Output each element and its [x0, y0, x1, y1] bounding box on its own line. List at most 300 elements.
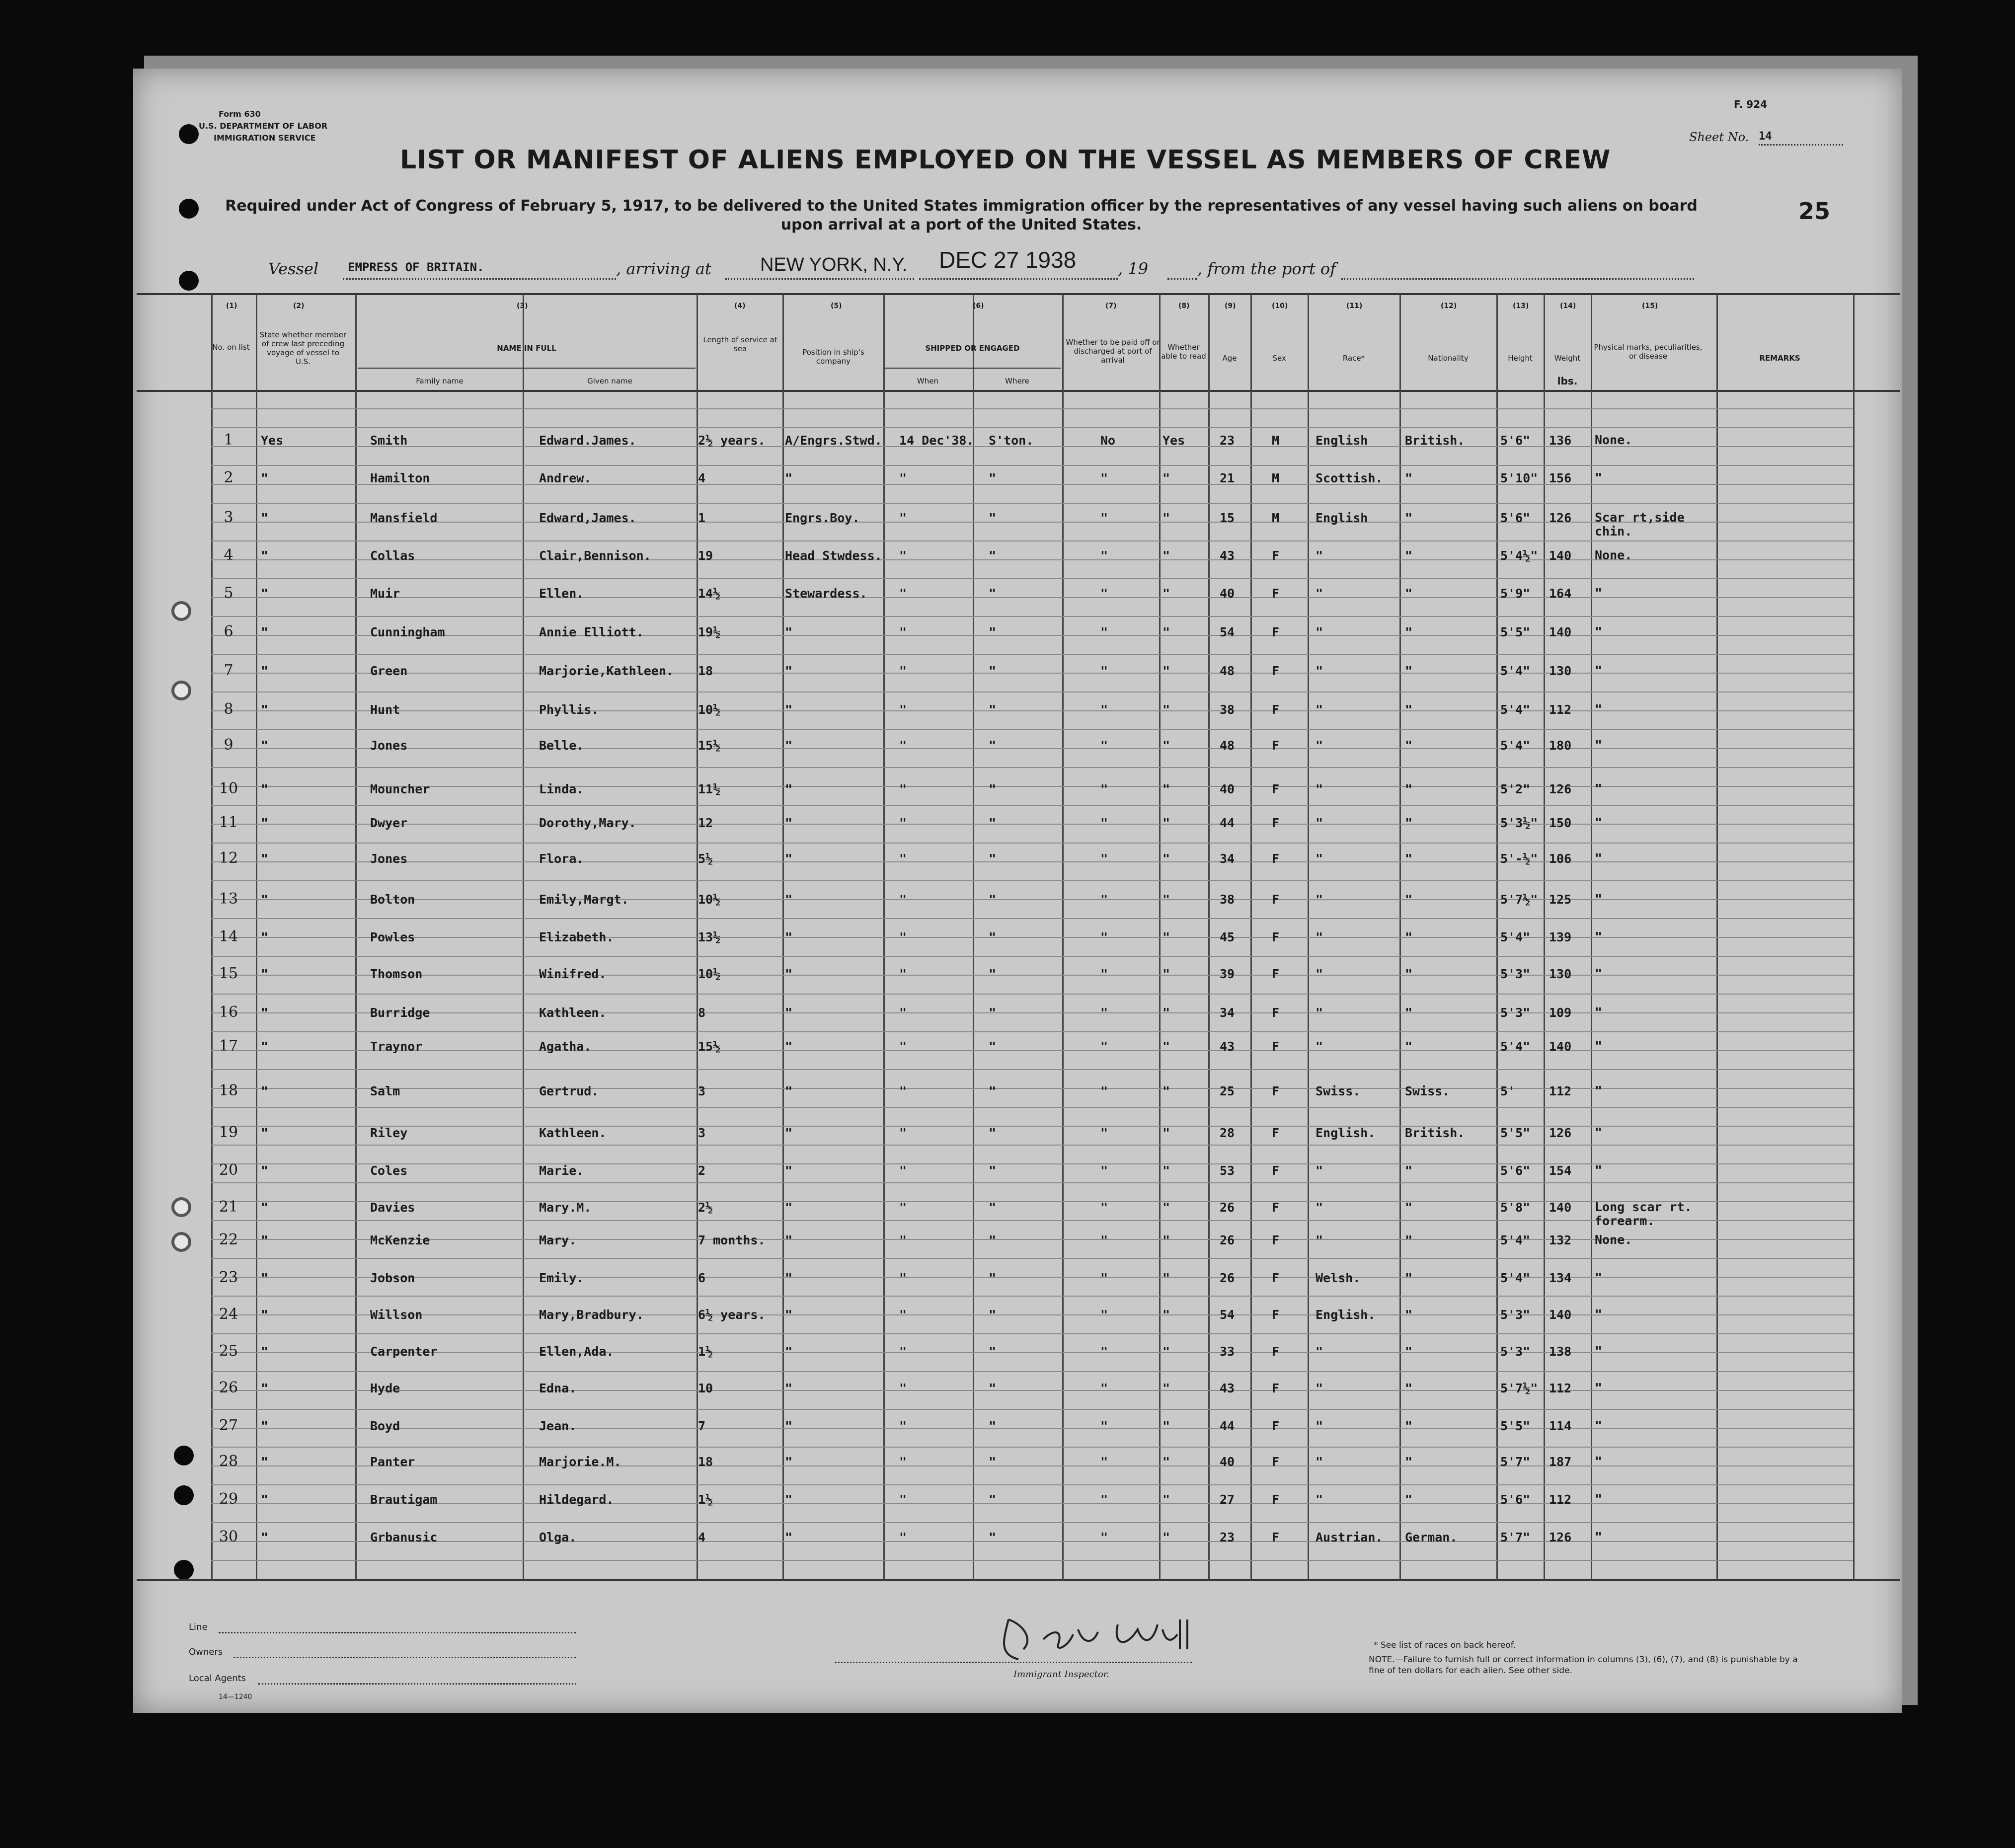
- cell-height: 5': [1500, 1084, 1516, 1098]
- cell-prev: ": [261, 1200, 269, 1215]
- cell-prev: ": [261, 1271, 269, 1285]
- cell-family: Collas: [370, 548, 415, 563]
- row-rule: [211, 880, 1853, 881]
- cell-marks: None.: [1595, 433, 1632, 447]
- cell-position: ": [785, 1455, 793, 1469]
- cell-race: ": [1316, 1200, 1323, 1215]
- vessel-name: EMPRESS OF BRITAIN.: [348, 260, 484, 274]
- cell-read: ": [1162, 1126, 1170, 1140]
- cell-where: ": [989, 782, 997, 796]
- cell-prev: Yes: [261, 433, 284, 448]
- row-rule: [211, 1447, 1853, 1448]
- cell-where: ": [989, 1344, 997, 1359]
- cell-race: ": [1316, 625, 1323, 639]
- binder-hole: [174, 1485, 194, 1505]
- col-family-name-header: Family name: [416, 377, 464, 385]
- cell-marks: None.: [1595, 1232, 1632, 1247]
- cell-read: ": [1162, 471, 1170, 485]
- cell-sex: F: [1272, 1084, 1280, 1098]
- cell-race: Welsh.: [1316, 1271, 1361, 1285]
- cell-where: ": [989, 1271, 997, 1285]
- cell-height: 5'7½": [1500, 892, 1538, 907]
- page-subtitle: Required under Act of Congress of February 5, 1917, to be delivered to the United States immigration officer by the representatives of any vessel having such aliens on board upon arrival at a port of the United States.: [225, 197, 1698, 233]
- cell-read: ": [1162, 1344, 1170, 1359]
- cell-when: 14 Dec'38.: [899, 433, 974, 448]
- cell-service: 2½: [698, 1200, 713, 1215]
- cell-read: ": [1162, 1200, 1170, 1215]
- cell-nat: ": [1405, 782, 1413, 796]
- cell-given: Belle.: [539, 738, 584, 753]
- column-number: (8): [1178, 302, 1190, 310]
- form-code: F. 924: [1734, 98, 1768, 110]
- cell-where: ": [989, 738, 997, 753]
- cell-prev: ": [261, 1381, 269, 1395]
- row-rule: [211, 1031, 1853, 1032]
- cell-read: ": [1162, 1381, 1170, 1395]
- col-name-header: NAME IN FULL: [497, 344, 556, 353]
- cell-marks: ": [1595, 929, 1603, 944]
- cell-given: Marie.: [539, 1163, 584, 1178]
- cell-when: ": [899, 1233, 907, 1247]
- cell-prev: ": [261, 967, 269, 981]
- cell-age: 44: [1220, 1419, 1235, 1433]
- column-number: (11): [1346, 302, 1363, 310]
- cell-position: ": [785, 1344, 793, 1359]
- cell-race: ": [1316, 1163, 1323, 1178]
- cell-given: Ellen.: [539, 586, 584, 601]
- cell-given: Dorothy,Mary.: [539, 816, 636, 830]
- cell-when: ": [899, 1005, 907, 1020]
- cell-nat: ": [1405, 586, 1413, 601]
- cell-service: 5½: [698, 851, 713, 866]
- cell-family: Bolton: [370, 892, 415, 907]
- cell-sex: F: [1272, 782, 1280, 796]
- cell-age: 28: [1220, 1126, 1235, 1140]
- row-number: 11: [219, 814, 238, 831]
- cell-given: Edward,James.: [539, 511, 636, 525]
- cell-where: ": [989, 892, 997, 907]
- cell-paid: ": [1100, 1308, 1108, 1322]
- cell-position: ": [785, 930, 793, 944]
- cell-age: 39: [1220, 967, 1235, 981]
- cell-race: ": [1316, 586, 1323, 601]
- row-rule: [211, 1069, 1853, 1070]
- cell-prev: ": [261, 1233, 269, 1247]
- cell-position: ": [785, 967, 793, 981]
- cell-weight: 140: [1549, 548, 1572, 563]
- binder-hole: [174, 1560, 194, 1580]
- cell-height: 5'6": [1500, 1492, 1531, 1507]
- cell-given: Phyllis.: [539, 702, 599, 717]
- cell-service: 7 months.: [698, 1233, 766, 1247]
- cell-sex: F: [1272, 1381, 1280, 1395]
- cell-family: Panter: [370, 1455, 415, 1469]
- cell-race: Austrian.: [1316, 1530, 1383, 1544]
- cell-marks: ": [1595, 851, 1603, 865]
- cell-marks: ": [1595, 663, 1603, 678]
- cell-height: 5'3½": [1500, 816, 1538, 830]
- cell-weight: 130: [1549, 967, 1572, 981]
- cell-sex: F: [1272, 1308, 1280, 1322]
- binder-hole: [179, 199, 199, 219]
- cell-service: 10½: [698, 702, 721, 717]
- cell-where: ": [989, 511, 997, 525]
- cell-given: Mary.M.: [539, 1200, 592, 1215]
- cell-when: ": [899, 1200, 907, 1215]
- cell-age: 48: [1220, 738, 1235, 753]
- cell-service: 15½: [698, 1039, 721, 1054]
- cell-weight: 106: [1549, 851, 1572, 866]
- cell-service: 18: [698, 664, 713, 678]
- table-header-rule: [137, 390, 1900, 392]
- column-number: (2): [293, 302, 305, 310]
- cell-read: ": [1162, 1039, 1170, 1054]
- owners-label: Owners: [189, 1647, 223, 1657]
- cell-position: ": [785, 1492, 793, 1507]
- cell-age: 21: [1220, 471, 1235, 485]
- cell-paid: ": [1100, 967, 1108, 981]
- cell-height: 5'8": [1500, 1200, 1531, 1215]
- cell-where: ": [989, 1200, 997, 1215]
- cell-when: ": [899, 1163, 907, 1178]
- cell-paid: ": [1100, 930, 1108, 944]
- cell-prev: ": [261, 1126, 269, 1140]
- cell-given: Mary,Bradbury.: [539, 1308, 644, 1322]
- cell-family: Thomson: [370, 967, 423, 981]
- from-port-label: , from the port of: [1197, 259, 1336, 278]
- cell-read: ": [1162, 586, 1170, 601]
- cell-read: ": [1162, 1233, 1170, 1247]
- column-number: (15): [1642, 302, 1658, 310]
- cell-given: Edward.James.: [539, 433, 636, 448]
- cell-height: 5'3": [1500, 1005, 1531, 1020]
- col-race-header: Race*: [1342, 354, 1365, 363]
- cell-height: 5'6": [1500, 1163, 1531, 1178]
- cell-paid: ": [1100, 1126, 1108, 1140]
- row-rule: [211, 1522, 1853, 1523]
- cell-prev: ": [261, 1455, 269, 1469]
- cell-age: 54: [1220, 1308, 1235, 1322]
- row-rule: [211, 578, 1853, 579]
- cell-service: 18: [698, 1455, 713, 1469]
- row-number: 7: [224, 662, 233, 679]
- cell-where: S'ton.: [989, 433, 1034, 448]
- row-rule: [211, 408, 1853, 409]
- cell-when: ": [899, 1084, 907, 1098]
- cell-sex: F: [1272, 967, 1280, 981]
- cell-prev: ": [261, 471, 269, 485]
- cell-sex: F: [1272, 1492, 1280, 1507]
- cell-read: ": [1162, 1308, 1170, 1322]
- cell-nat: ": [1405, 892, 1413, 907]
- column-number: (9): [1225, 302, 1236, 310]
- cell-read: Yes: [1162, 433, 1185, 448]
- cell-height: 5'4": [1500, 1039, 1531, 1054]
- cell-given: Jean.: [539, 1419, 577, 1433]
- col-previous-voyage-header: State whether member of crew last preceding voyage of vessel to U.S.: [259, 330, 347, 366]
- col-no-header: No. on list: [212, 343, 250, 352]
- cell-age: 45: [1220, 930, 1235, 944]
- cell-height: 5'4": [1500, 1271, 1531, 1285]
- cell-given: Emily.: [539, 1271, 584, 1285]
- cell-weight: 132: [1549, 1233, 1572, 1247]
- cell-sex: F: [1272, 1344, 1280, 1359]
- cell-prev: ": [261, 511, 269, 525]
- cell-weight: 180: [1549, 738, 1572, 753]
- cell-sex: F: [1272, 1419, 1280, 1433]
- cell-when: ": [899, 511, 907, 525]
- cell-where: ": [989, 816, 997, 830]
- cell-height: 5'5": [1500, 1419, 1531, 1433]
- cell-where: ": [989, 1381, 997, 1395]
- sheet-number-line: [1759, 144, 1843, 146]
- cell-when: ": [899, 1530, 907, 1544]
- row-rule: [211, 767, 1853, 768]
- cell-prev: ": [261, 738, 269, 753]
- cell-prev: ": [261, 892, 269, 907]
- row-number: 9: [224, 736, 233, 754]
- cell-service: 1½: [698, 1492, 713, 1507]
- cell-read: ": [1162, 702, 1170, 717]
- cell-nat: ": [1405, 816, 1413, 830]
- cell-service: 10: [698, 1381, 713, 1395]
- cell-weight: 187: [1549, 1455, 1572, 1469]
- cell-where: ": [989, 1530, 997, 1544]
- cell-service: 1½: [698, 1344, 713, 1359]
- cell-position: ": [785, 892, 793, 907]
- cell-nat: ": [1405, 471, 1413, 485]
- cell-position: ": [785, 1308, 793, 1322]
- cell-marks: ": [1595, 1381, 1603, 1395]
- cell-nat: ": [1405, 930, 1413, 944]
- row-number: 17: [219, 1037, 238, 1055]
- cell-nat: ": [1405, 967, 1413, 981]
- column-number: (10): [1272, 302, 1288, 310]
- cell-family: Davies: [370, 1200, 415, 1215]
- races-note: * See list of races on back hereof.: [1374, 1640, 1516, 1650]
- cell-prev: ": [261, 664, 269, 678]
- cell-paid: ": [1100, 1530, 1108, 1544]
- cell-when: ": [899, 1308, 907, 1322]
- cell-prev: ": [261, 586, 269, 601]
- cell-position: ": [785, 1419, 793, 1433]
- cell-nat: British.: [1405, 1126, 1465, 1140]
- cell-family: McKenzie: [370, 1233, 430, 1247]
- row-rule: [211, 918, 1853, 919]
- cell-height: 5'4": [1500, 738, 1531, 753]
- cell-prev: ": [261, 702, 269, 717]
- row-number: 21: [219, 1198, 238, 1216]
- row-rule: [211, 843, 1853, 844]
- cell-sex: F: [1272, 1233, 1280, 1247]
- cell-race: ": [1316, 664, 1323, 678]
- row-rule: [211, 692, 1853, 693]
- cell-position: ": [785, 1005, 793, 1020]
- cell-read: ": [1162, 548, 1170, 563]
- cell-nat: ": [1405, 1308, 1413, 1322]
- cell-position: ": [785, 1381, 793, 1395]
- cell-height: 5'4": [1500, 1233, 1531, 1247]
- cell-nat: Swiss.: [1405, 1084, 1450, 1098]
- cell-service: 4: [698, 1530, 706, 1544]
- row-rule: [211, 805, 1853, 806]
- sheet-number: 14: [1759, 130, 1772, 143]
- cell-position: ": [785, 782, 793, 796]
- col-age-header: Age: [1222, 354, 1237, 363]
- owners-field: [233, 1657, 576, 1658]
- cell-read: ": [1162, 1005, 1170, 1020]
- cell-height: 5'4½": [1500, 548, 1538, 563]
- cell-when: ": [899, 1039, 907, 1054]
- cell-race: Swiss.: [1316, 1084, 1361, 1098]
- cell-prev: ": [261, 930, 269, 944]
- cell-age: 26: [1220, 1200, 1235, 1215]
- cell-position: ": [785, 1271, 793, 1285]
- cell-age: 43: [1220, 1381, 1235, 1395]
- cell-weight: 150: [1549, 816, 1572, 830]
- cell-weight: 112: [1549, 1492, 1572, 1507]
- cell-paid: ": [1100, 664, 1108, 678]
- cell-where: ": [989, 930, 997, 944]
- row-number: 5: [224, 584, 233, 602]
- col-nationality-header: Nationality: [1428, 354, 1469, 363]
- cell-sex: F: [1272, 702, 1280, 717]
- cell-height: 5'3": [1500, 1344, 1531, 1359]
- binder-hole: [179, 124, 199, 144]
- cell-paid: ": [1100, 851, 1108, 866]
- cell-family: Cunningham: [370, 625, 445, 639]
- row-number: 6: [224, 623, 233, 640]
- cell-prev: ": [261, 1005, 269, 1020]
- cell-family: Muir: [370, 586, 400, 601]
- cell-prev: ": [261, 1163, 269, 1178]
- row-rule: [211, 1145, 1853, 1146]
- cell-when: ": [899, 851, 907, 866]
- row-number: 25: [219, 1342, 238, 1360]
- cell-marks: ": [1595, 1418, 1603, 1433]
- row-number: 13: [219, 890, 238, 908]
- cell-paid: ": [1100, 1455, 1108, 1469]
- cell-where: ": [989, 1039, 997, 1054]
- cell-service: 2: [698, 1163, 706, 1178]
- cell-read: ": [1162, 930, 1170, 944]
- cell-where: ": [989, 702, 997, 717]
- cell-where: ": [989, 548, 997, 563]
- cell-given: Winifred.: [539, 967, 607, 981]
- shipped-header-rule: [884, 368, 1061, 369]
- cell-weight: 126: [1549, 1530, 1572, 1544]
- cell-age: 25: [1220, 1084, 1235, 1098]
- cell-given: Emily,Margt.: [539, 892, 629, 907]
- cell-paid: ": [1100, 1492, 1108, 1507]
- cell-marks: ": [1595, 1454, 1603, 1468]
- cell-age: 33: [1220, 1344, 1235, 1359]
- row-number: 22: [219, 1231, 238, 1248]
- column-number: (14): [1560, 302, 1576, 310]
- cell-family: Hyde: [370, 1381, 400, 1395]
- cell-weight: 112: [1549, 1381, 1572, 1395]
- cell-position: ": [785, 1163, 793, 1178]
- cell-paid: ": [1100, 471, 1108, 485]
- cell-position: ": [785, 1126, 793, 1140]
- cell-read: ": [1162, 1163, 1170, 1178]
- cell-age: 53: [1220, 1163, 1235, 1178]
- row-rule: [211, 1296, 1853, 1297]
- cell-position: Engrs.Boy.: [785, 511, 860, 525]
- cell-weight: 109: [1549, 1005, 1572, 1020]
- cell-marks: ": [1595, 1344, 1603, 1358]
- cell-marks: None.: [1595, 548, 1632, 562]
- cell-marks: ": [1595, 1163, 1603, 1177]
- row-number: 2: [224, 469, 233, 486]
- cell-read: ": [1162, 664, 1170, 678]
- column-number: (12): [1441, 302, 1457, 310]
- cell-race: ": [1316, 1492, 1323, 1507]
- cell-when: ": [899, 1344, 907, 1359]
- cell-marks: ": [1595, 1125, 1603, 1140]
- line-field: [219, 1632, 576, 1633]
- cell-when: ": [899, 1455, 907, 1469]
- cell-where: ": [989, 1163, 997, 1178]
- cell-when: ": [899, 967, 907, 981]
- name-header-rule: [358, 368, 696, 369]
- cell-nat: German.: [1405, 1530, 1458, 1544]
- cell-sex: F: [1272, 816, 1280, 830]
- cell-height: 5'6": [1500, 433, 1531, 448]
- cell-family: Hunt: [370, 702, 400, 717]
- cell-given: Agatha.: [539, 1039, 592, 1054]
- inspector-signature: [989, 1610, 1197, 1669]
- cell-position: ": [785, 664, 793, 678]
- cell-paid: ": [1100, 1344, 1108, 1359]
- cell-weight: 125: [1549, 892, 1572, 907]
- row-number: 3: [224, 509, 233, 526]
- cell-paid: ": [1100, 702, 1108, 717]
- arriving-label: , arriving at: [616, 259, 711, 278]
- cell-age: 34: [1220, 851, 1235, 866]
- cell-race: ": [1316, 1005, 1323, 1020]
- cell-service: 14½: [698, 586, 721, 601]
- cell-nat: ": [1405, 1271, 1413, 1285]
- cell-sex: F: [1272, 548, 1280, 563]
- cell-race: ": [1316, 1344, 1323, 1359]
- cell-marks: ": [1595, 586, 1603, 600]
- cell-family: Jones: [370, 738, 408, 753]
- cell-prev: ": [261, 1039, 269, 1054]
- cell-position: ": [785, 625, 793, 639]
- cell-sex: M: [1272, 433, 1280, 448]
- cell-given: Elizabeth.: [539, 930, 614, 944]
- cell-when: ": [899, 625, 907, 639]
- cell-age: 44: [1220, 816, 1235, 830]
- cell-paid: ": [1100, 1419, 1108, 1433]
- cell-family: Boyd: [370, 1419, 400, 1433]
- cell-race: English: [1316, 433, 1368, 448]
- cell-read: ": [1162, 511, 1170, 525]
- cell-family: Mouncher: [370, 782, 430, 796]
- cell-read: ": [1162, 1084, 1170, 1098]
- cell-when: ": [899, 1492, 907, 1507]
- cell-when: ": [899, 664, 907, 678]
- cell-paid: ": [1100, 1381, 1108, 1395]
- row-number: 12: [219, 849, 238, 867]
- cell-family: Grbanusic: [370, 1530, 438, 1544]
- cell-service: 8: [698, 1005, 706, 1020]
- cell-nat: ": [1405, 702, 1413, 717]
- cell-marks: ": [1595, 966, 1603, 981]
- row-number: 24: [219, 1306, 238, 1323]
- cell-family: Hamilton: [370, 471, 430, 485]
